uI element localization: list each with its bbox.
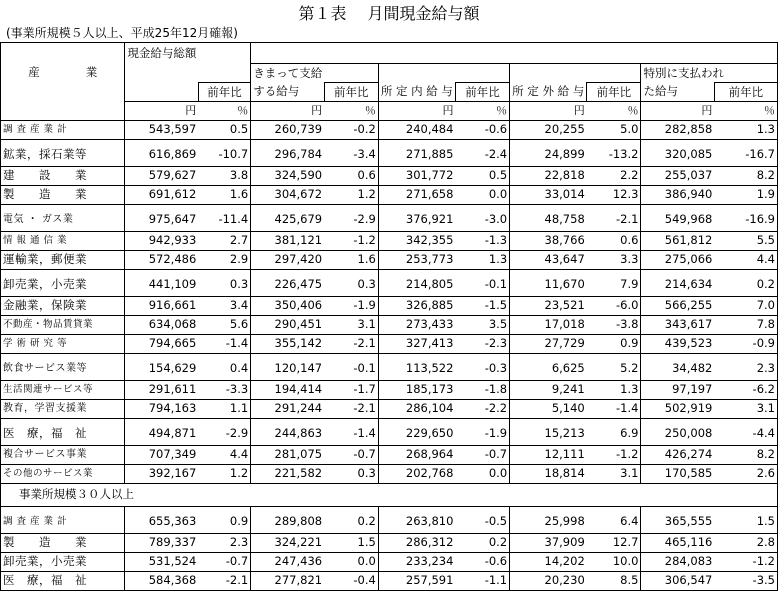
yoy-cell: -1.9	[455, 418, 509, 445]
unit-pct: ％	[198, 102, 250, 121]
yoy-cell: 3.4	[198, 296, 250, 315]
yoy-cell: -2.1	[324, 399, 378, 418]
amount-cell: 916,661	[125, 296, 198, 315]
yoy-cell: 2.7	[198, 231, 250, 250]
yoy-cell: 2.9	[198, 250, 250, 269]
amount-cell: 286,104	[378, 399, 455, 418]
yoy-cell: 0.0	[324, 552, 378, 571]
unit-yen: 円	[125, 102, 198, 121]
amount-cell: 253,773	[378, 250, 455, 269]
amount-cell: 5,140	[510, 399, 587, 418]
amount-cell: 273,433	[378, 315, 455, 334]
amount-cell: 290,451	[251, 315, 324, 334]
amount-cell: 214,805	[378, 269, 455, 296]
industry-name: 建 設 業	[1, 166, 125, 185]
yoy-cell: 1.3	[455, 250, 509, 269]
yoy-cell: -0.1	[324, 353, 378, 380]
amount-cell: 22,818	[510, 166, 587, 185]
yoy-cell: -1.4	[198, 334, 250, 353]
yoy-cell: -10.7	[198, 139, 250, 166]
amount-cell: 942,933	[125, 231, 198, 250]
yoy-cell: 1.2	[324, 185, 378, 204]
industry-header: 産 業	[1, 43, 125, 102]
yoy-cell: 0.2	[455, 533, 509, 552]
amount-cell: 34,482	[641, 353, 714, 380]
yoy-cell: -0.7	[198, 552, 250, 571]
amount-cell: 707,349	[125, 445, 198, 464]
amount-cell: 572,486	[125, 250, 198, 269]
yoy-cell: -13.2	[587, 139, 641, 166]
scheduled-header-label: 所 定 内 給 与	[380, 84, 453, 99]
yoy-cell: 0.3	[324, 464, 378, 483]
unit-pct: ％	[587, 102, 641, 121]
amount-cell: 355,142	[251, 334, 324, 353]
yoy-cell: 2.2	[587, 166, 641, 185]
industry-name: 教育，学習支援業	[1, 399, 125, 418]
amount-cell: 226,475	[251, 269, 324, 296]
unit-pct: ％	[324, 102, 378, 121]
amount-cell: 240,484	[378, 120, 455, 139]
amount-cell: 304,672	[251, 185, 324, 204]
industry-name: 調 査 産 業 計	[1, 120, 125, 139]
table-row	[1, 334, 778, 353]
yoy-cell: 5.0	[587, 120, 641, 139]
amount-cell: 9,241	[510, 380, 587, 399]
industry-name: 医 療，福 祉	[1, 418, 125, 445]
yoy-cell: 2.8	[714, 533, 777, 552]
yoy-cell: -0.3	[455, 353, 509, 380]
amount-cell: 531,524	[125, 552, 198, 571]
yoy-cell: 0.9	[198, 506, 250, 533]
amount-cell: 260,739	[251, 120, 324, 139]
yoy-cell: 1.3	[587, 380, 641, 399]
yoy-cell: -0.6	[455, 552, 509, 571]
table-row	[1, 380, 778, 399]
amount-cell: 33,014	[510, 185, 587, 204]
yoy-cell: 3.1	[324, 315, 378, 334]
yoy-header-regular: 前年比	[324, 83, 378, 102]
amount-cell: 271,885	[378, 139, 455, 166]
amount-cell: 289,808	[251, 506, 324, 533]
amount-cell: 794,665	[125, 334, 198, 353]
amount-cell: 789,337	[125, 533, 198, 552]
amount-cell: 301,772	[378, 166, 455, 185]
amount-cell: 25,998	[510, 506, 587, 533]
amount-cell: 247,436	[251, 552, 324, 571]
amount-cell: 291,611	[125, 380, 198, 399]
industry-name: 運輸業，郵便業	[1, 250, 125, 269]
yoy-cell: -3.3	[198, 380, 250, 399]
yoy-cell: 12.7	[587, 533, 641, 552]
industry-name: 金融業，保険業	[1, 296, 125, 315]
yoy-cell: -2.1	[324, 334, 378, 353]
industry-name: 飲食サービス業等	[1, 353, 125, 380]
yoy-header-total: 前年比	[198, 83, 250, 102]
yoy-cell: 3.8	[198, 166, 250, 185]
header-blank-top	[251, 43, 778, 64]
industry-name: 不動産・物品賃貸業	[1, 315, 125, 334]
amount-cell: 43,647	[510, 250, 587, 269]
yoy-cell: 8.2	[714, 166, 777, 185]
amount-cell: 634,068	[125, 315, 198, 334]
amount-cell: 584,368	[125, 571, 198, 590]
amount-cell: 17,018	[510, 315, 587, 334]
amount-cell: 233,234	[378, 552, 455, 571]
amount-cell: 6,625	[510, 353, 587, 380]
table-row	[1, 139, 778, 166]
yoy-cell: 5.2	[587, 353, 641, 380]
yoy-cell: 1.5	[714, 506, 777, 533]
yoy-cell: 1.9	[714, 185, 777, 204]
amount-cell: 250,008	[641, 418, 714, 445]
yoy-cell: 0.0	[455, 464, 509, 483]
overtime-header-blank	[510, 64, 641, 83]
amount-cell: 350,406	[251, 296, 324, 315]
table-row	[1, 250, 778, 269]
amount-cell: 97,197	[641, 380, 714, 399]
yoy-cell: -0.9	[714, 334, 777, 353]
amount-cell: 202,768	[378, 464, 455, 483]
amount-cell: 275,066	[641, 250, 714, 269]
yoy-cell: 7.0	[714, 296, 777, 315]
amount-cell: 277,821	[251, 571, 324, 590]
yoy-cell: -3.0	[455, 204, 509, 231]
industry-name: 電気 ・ ガス業	[1, 204, 125, 231]
amount-cell: 229,650	[378, 418, 455, 445]
industry-name: 複合サービス事業	[1, 445, 125, 464]
amount-cell: 268,964	[378, 445, 455, 464]
table-row	[1, 464, 778, 483]
table-row	[1, 533, 778, 552]
yoy-cell: 2.3	[198, 533, 250, 552]
table-row	[1, 571, 778, 590]
amount-cell: 113,522	[378, 353, 455, 380]
yoy-cell: 4.4	[198, 445, 250, 464]
amount-cell: 494,871	[125, 418, 198, 445]
yoy-cell: -1.1	[455, 571, 509, 590]
yoy-cell: -0.4	[324, 571, 378, 590]
amount-cell: 120,147	[251, 353, 324, 380]
table-row	[1, 315, 778, 334]
yoy-cell: 2.3	[714, 353, 777, 380]
amount-cell: 502,919	[641, 399, 714, 418]
yoy-cell: 4.4	[714, 250, 777, 269]
amount-cell: 426,274	[641, 445, 714, 464]
amount-cell: 561,812	[641, 231, 714, 250]
yoy-cell: 2.6	[714, 464, 777, 483]
unit-pct: ％	[714, 102, 777, 121]
yoy-cell: -0.5	[455, 506, 509, 533]
amount-cell: 38,766	[510, 231, 587, 250]
amount-cell: 263,810	[378, 506, 455, 533]
total-cash-header: 現金給与総額	[125, 43, 251, 64]
yoy-cell: 8.2	[714, 445, 777, 464]
amount-cell: 691,612	[125, 185, 198, 204]
amount-cell: 37,909	[510, 533, 587, 552]
total-cash-header-cont	[125, 64, 251, 83]
yoy-cell: 3.1	[587, 464, 641, 483]
yoy-cell: 1.6	[324, 250, 378, 269]
yoy-header-overtime: 前年比	[587, 83, 641, 102]
table-row	[1, 120, 778, 139]
yoy-cell: 3.1	[714, 399, 777, 418]
regular-header: きまって支給	[251, 64, 379, 83]
yoy-cell: -3.8	[587, 315, 641, 334]
yoy-cell: -2.3	[455, 334, 509, 353]
unit-yen: 円	[251, 102, 324, 121]
amount-cell: 381,121	[251, 231, 324, 250]
yoy-cell: -2.9	[198, 418, 250, 445]
scheduled-header-blank	[378, 64, 509, 83]
unit-yen: 円	[378, 102, 455, 121]
amount-cell: 324,590	[251, 166, 324, 185]
amount-cell: 14,202	[510, 552, 587, 571]
industry-name: 調 査 産 業 計	[1, 506, 125, 533]
page-title: 第１表 月間現金給与額	[298, 4, 480, 23]
amount-cell: 20,230	[510, 571, 587, 590]
yoy-cell: -0.1	[455, 269, 509, 296]
amount-cell: 342,355	[378, 231, 455, 250]
yoy-cell: -1.2	[587, 445, 641, 464]
industry-name: 医 療，福 祉	[1, 571, 125, 590]
amount-cell: 386,940	[641, 185, 714, 204]
yoy-cell: -11.4	[198, 204, 250, 231]
amount-cell: 24,899	[510, 139, 587, 166]
yoy-cell: -1.5	[455, 296, 509, 315]
amount-cell: 12,111	[510, 445, 587, 464]
industry-name: 鉱業，採石業等	[1, 139, 125, 166]
amount-cell: 975,647	[125, 204, 198, 231]
industry-name: 情 報 通 信 業	[1, 231, 125, 250]
special-header: 特別に支払われ	[641, 64, 778, 83]
yoy-header-scheduled: 前年比	[455, 83, 509, 102]
wage-table	[0, 42, 778, 591]
yoy-cell: -0.7	[455, 445, 509, 464]
yoy-cell: -1.8	[455, 380, 509, 399]
amount-cell: 343,617	[641, 315, 714, 334]
amount-cell: 281,075	[251, 445, 324, 464]
amount-cell: 324,221	[251, 533, 324, 552]
yoy-cell: 0.2	[714, 269, 777, 296]
amount-cell: 244,863	[251, 418, 324, 445]
yoy-cell: 6.9	[587, 418, 641, 445]
industry-name: 卸売業，小売業	[1, 269, 125, 296]
yoy-cell: 5.6	[198, 315, 250, 334]
yoy-cell: 12.3	[587, 185, 641, 204]
yoy-cell: 3.3	[587, 250, 641, 269]
industry-name: 製 造 業	[1, 185, 125, 204]
amount-cell: 296,784	[251, 139, 324, 166]
table-row	[1, 185, 778, 204]
yoy-cell: -2.9	[324, 204, 378, 231]
amount-cell: 185,173	[378, 380, 455, 399]
amount-cell: 291,244	[251, 399, 324, 418]
table-row	[1, 552, 778, 571]
amount-cell: 655,363	[125, 506, 198, 533]
table-row	[1, 269, 778, 296]
amount-cell: 326,885	[378, 296, 455, 315]
yoy-cell: -1.2	[714, 552, 777, 571]
unit-yen: 円	[510, 102, 587, 121]
table-row	[1, 353, 778, 380]
yoy-cell: 3.5	[455, 315, 509, 334]
group30-header-row	[1, 483, 778, 506]
yoy-cell: -1.2	[324, 231, 378, 250]
yoy-cell: -1.4	[324, 418, 378, 445]
yoy-header-special: 前年比	[714, 83, 777, 102]
regular-header-2: する給与	[251, 83, 324, 102]
industry-name: その他のサービス業	[1, 464, 125, 483]
page-subtitle: (事業所規模５人以上、平成25年12月確報)	[6, 26, 238, 40]
amount-cell: 376,921	[378, 204, 455, 231]
yoy-cell: 1.3	[714, 120, 777, 139]
industry-name: 生活関連サービス等	[1, 380, 125, 399]
amount-cell: 549,968	[641, 204, 714, 231]
amount-cell: 320,085	[641, 139, 714, 166]
industry-name: 製 造 業	[1, 533, 125, 552]
amount-cell: 365,555	[641, 506, 714, 533]
amount-cell: 154,629	[125, 353, 198, 380]
yoy-cell: 0.5	[455, 166, 509, 185]
yoy-cell: 0.5	[198, 120, 250, 139]
yoy-cell: -3.4	[324, 139, 378, 166]
yoy-cell: 7.9	[587, 269, 641, 296]
amount-cell: 221,582	[251, 464, 324, 483]
overtime-header	[510, 83, 587, 102]
amount-cell: 20,255	[510, 120, 587, 139]
amount-cell: 465,116	[641, 533, 714, 552]
table-row	[1, 445, 778, 464]
table-row	[1, 296, 778, 315]
industry-name: 学 術 研 究 等	[1, 334, 125, 353]
yoy-cell: -1.4	[587, 399, 641, 418]
yoy-cell: -6.0	[587, 296, 641, 315]
amount-cell: 616,869	[125, 139, 198, 166]
yoy-cell: 0.3	[198, 269, 250, 296]
yoy-cell: -1.3	[455, 231, 509, 250]
amount-cell: 392,167	[125, 464, 198, 483]
group30-title: 事業所規模３０人以上	[1, 483, 778, 506]
yoy-cell: 5.5	[714, 231, 777, 250]
yoy-cell: 7.8	[714, 315, 777, 334]
unit-yen: 円	[641, 102, 714, 121]
unit-pct: ％	[455, 102, 509, 121]
yoy-cell: 10.0	[587, 552, 641, 571]
yoy-cell: -3.5	[714, 571, 777, 590]
amount-cell: 15,213	[510, 418, 587, 445]
amount-cell: 794,163	[125, 399, 198, 418]
table-row	[1, 204, 778, 231]
amount-cell: 306,547	[641, 571, 714, 590]
unit-row-blank	[1, 102, 125, 121]
yoy-cell: 0.0	[455, 185, 509, 204]
table-row	[1, 166, 778, 185]
yoy-cell: -16.9	[714, 204, 777, 231]
yoy-cell: 1.1	[198, 399, 250, 418]
amount-cell: 425,679	[251, 204, 324, 231]
amount-cell: 27,729	[510, 334, 587, 353]
amount-cell: 257,591	[378, 571, 455, 590]
amount-cell: 282,858	[641, 120, 714, 139]
yoy-cell: 1.6	[198, 185, 250, 204]
yoy-cell: -16.7	[714, 139, 777, 166]
amount-cell: 214,634	[641, 269, 714, 296]
yoy-cell: -6.2	[714, 380, 777, 399]
amount-cell: 48,758	[510, 204, 587, 231]
yoy-cell: -2.1	[198, 571, 250, 590]
yoy-cell: 0.2	[324, 506, 378, 533]
amount-cell: 579,627	[125, 166, 198, 185]
yoy-cell: 0.6	[324, 166, 378, 185]
table-row	[1, 506, 778, 533]
yoy-cell: 0.4	[198, 353, 250, 380]
amount-cell: 194,414	[251, 380, 324, 399]
overtime-header-label: 所 定 外 給 与	[512, 84, 585, 99]
yoy-cell: -2.2	[455, 399, 509, 418]
amount-cell: 18,814	[510, 464, 587, 483]
yoy-cell: -0.6	[455, 120, 509, 139]
scheduled-header	[378, 83, 455, 102]
yoy-cell: -0.7	[324, 445, 378, 464]
industry-name: 卸売業，小売業	[1, 552, 125, 571]
yoy-cell: -2.4	[455, 139, 509, 166]
amount-cell: 327,413	[378, 334, 455, 353]
yoy-cell: 0.6	[587, 231, 641, 250]
yoy-cell: 1.5	[324, 533, 378, 552]
amount-cell: 566,255	[641, 296, 714, 315]
amount-cell: 286,312	[378, 533, 455, 552]
yoy-cell: 0.9	[587, 334, 641, 353]
yoy-cell: -1.7	[324, 380, 378, 399]
total-cash-blank	[125, 83, 198, 102]
amount-cell: 170,585	[641, 464, 714, 483]
table-row	[1, 231, 778, 250]
yoy-cell: -4.4	[714, 418, 777, 445]
yoy-cell: -2.1	[587, 204, 641, 231]
yoy-cell: 8.5	[587, 571, 641, 590]
yoy-cell: 1.2	[198, 464, 250, 483]
amount-cell: 439,523	[641, 334, 714, 353]
yoy-cell: 6.4	[587, 506, 641, 533]
table-row	[1, 418, 778, 445]
amount-cell: 255,037	[641, 166, 714, 185]
amount-cell: 543,597	[125, 120, 198, 139]
yoy-cell: -1.9	[324, 296, 378, 315]
table-row	[1, 399, 778, 418]
special-header-2: た給与	[641, 83, 714, 102]
amount-cell: 441,109	[125, 269, 198, 296]
amount-cell: 271,658	[378, 185, 455, 204]
yoy-cell: 0.3	[324, 269, 378, 296]
amount-cell: 297,420	[251, 250, 324, 269]
amount-cell: 23,521	[510, 296, 587, 315]
amount-cell: 284,083	[641, 552, 714, 571]
amount-cell: 11,670	[510, 269, 587, 296]
yoy-cell: -0.2	[324, 120, 378, 139]
